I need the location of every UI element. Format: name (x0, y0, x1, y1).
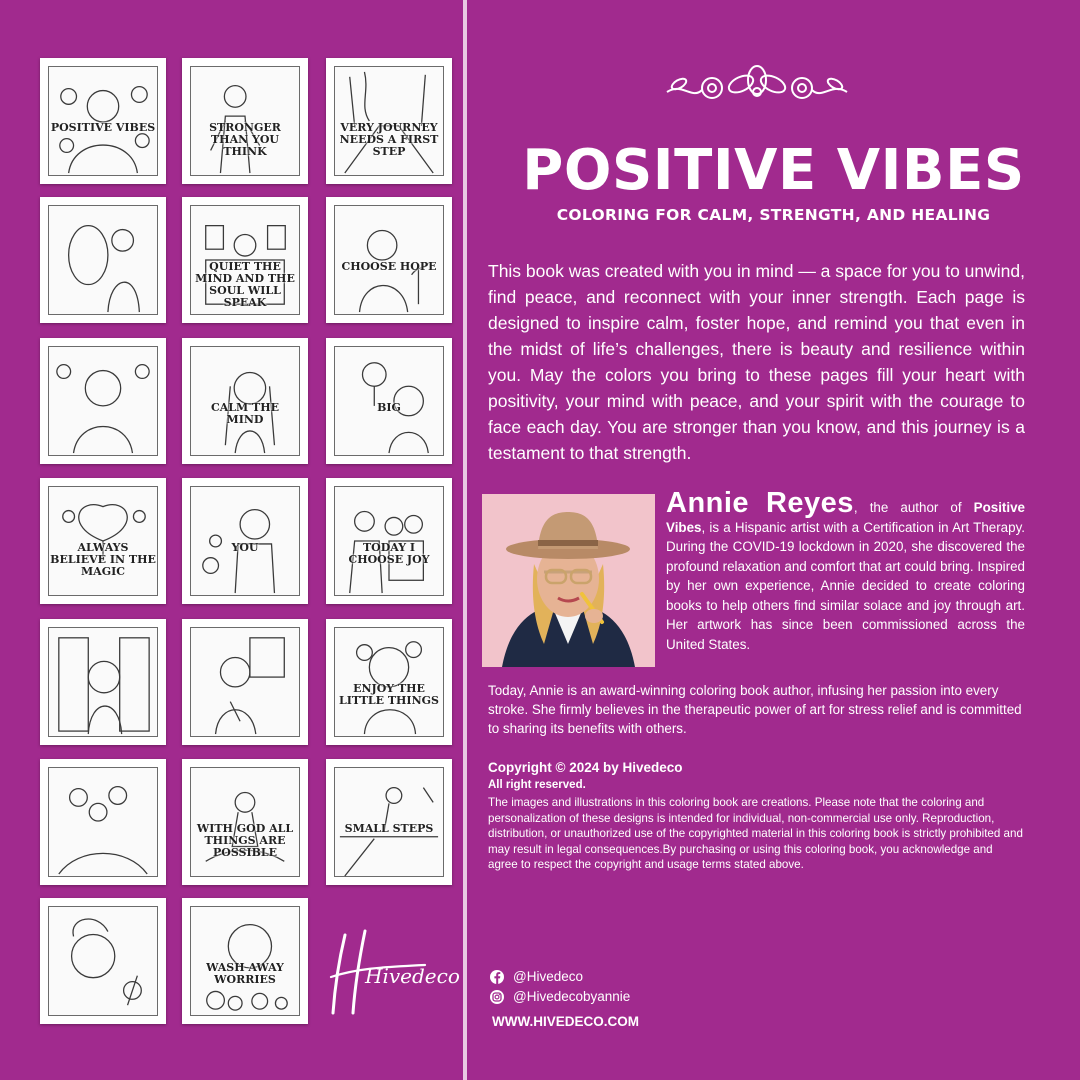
thumbnail-phrase: WASH AWAY WORRIES (206, 961, 284, 986)
coloring-page-thumbnail (40, 197, 166, 323)
coloring-page-thumbnail (40, 58, 166, 184)
thumbnail-phrase: CHOOSE HOPE (341, 260, 437, 273)
coloring-page-thumbnail (326, 478, 452, 604)
coloring-page-thumbnail (182, 898, 308, 1024)
thumbnail-phrase: POSITIVE VIBES (50, 121, 156, 134)
facebook-handle: @Hivedeco (513, 969, 583, 984)
coloring-page-thumbnail (326, 197, 452, 323)
children-playing-illustration (48, 767, 158, 877)
legal-notice: The images and illustrations in this coloring book are creations. Please note that the coloring and personalization of these designs is intended for individual, non-commercial use only. Reproduction, distribution, or unauthorized use of the copyrighted material in this coloring book is strictly prohibited and may result in legal consequences.By purchasing or using this coloring book, you acknowledge and agree to respect the copyright and usage terms stated above. (488, 796, 1023, 871)
facebook-link[interactable] (490, 969, 583, 984)
thumbnail-grid (0, 0, 463, 1080)
coloring-page-thumbnail (40, 619, 166, 745)
rights-reserved: All right reserved. (488, 779, 586, 791)
coloring-page-thumbnail (326, 58, 452, 184)
coloring-page-thumbnail (182, 338, 308, 464)
singing-woman-illustration (48, 906, 158, 1016)
floral-ornament-icon (657, 62, 857, 106)
woman-portrait-floral-illustration (48, 346, 158, 456)
coloring-page-thumbnail (182, 619, 308, 745)
author-photo (482, 494, 655, 667)
instagram-link[interactable] (490, 989, 630, 1004)
book-subtitle: COLORING FOR CALM, STRENGTH, AND HEALING (556, 206, 991, 224)
thumbnail-phrase: ALWAYS BELIEVE IN THE MAGIC (50, 541, 156, 578)
coloring-page-thumbnail (182, 58, 308, 184)
thumbnail-phrase: TODAY I CHOOSE JOY (348, 541, 430, 566)
coloring-page-thumbnail (182, 759, 308, 885)
website-link[interactable]: WWW.HIVEDECO.COM (492, 1014, 639, 1029)
coloring-page-thumbnail (40, 478, 166, 604)
thumbnail-phrase: ENJOY THE LITTLE THINGS (339, 682, 439, 707)
coloring-page-thumbnail (182, 197, 308, 323)
thumbnail-phrase: SMALL STEPS (344, 822, 434, 835)
coloring-page-thumbnail (40, 898, 166, 1024)
copyright-heading: Copyright © 2024 by Hivedeco (488, 760, 683, 775)
author-name: Annie Reyes (666, 487, 854, 519)
author-bio-continued: Today, Annie is an award-winning coloring book author, infusing her passion into every stroke. She firmly believes in the therapeutic power of art for stress relief and is committed to sharing its benefits with others. (488, 683, 1022, 736)
thumbnail-phrase: VERY JOURNEY NEEDS A FIRST STEP (339, 121, 439, 158)
brand-logo-text: Hivedeco (365, 964, 460, 988)
hivedeco-logo (325, 925, 460, 1020)
coloring-page-thumbnail (326, 619, 452, 745)
thumbnail-phrase: STRONGER THAN YOU THINK (209, 121, 281, 158)
instagram-handle: @Hivedecobyannie (513, 989, 631, 1004)
coloring-page-thumbnail (40, 338, 166, 464)
thumbnail-phrase: BIG (377, 401, 401, 414)
thumbnail-phrase: QUIET THE MIND AND THE SOUL WILL SPEAK (195, 260, 295, 309)
praying-woman-illustration (190, 627, 300, 737)
coloring-page-thumbnail (326, 759, 452, 885)
woman-by-window-illustration (48, 627, 158, 737)
coloring-page-thumbnail (326, 338, 452, 464)
thumbnail-phrase: YOU (231, 541, 259, 554)
bio-part-2: , is a Hispanic artist with a Certification in Art Therapy. During the COVID-19 lockdown in 2020, she discovered the profound relaxation and comfort that art could bring. Inspired by her own experience, Annie decided to create coloring books to help others find similar solace and joy through art. Her artwork has since been commissioned across the United States. (666, 519, 1025, 652)
woman-with-mirror-illustration (48, 205, 158, 315)
intro-paragraph: This book was created with you in mind — a space for you to unwind, find peace, and reconnect with your inner strength. Each page is designed to inspire calm, foster hope, and remind you that even in the midst of life’s challenges, there is beauty and resilience within you. May the colors you bring to these pages fill your heart with positivity, your mind with peace, and your spirit with the courage to face each day. You are stronger than you know, and this journey is a testament to that strength. (488, 261, 1025, 463)
facebook-icon (490, 970, 504, 984)
author-bio (666, 487, 1025, 654)
coloring-page-thumbnail (182, 478, 308, 604)
bio-part-1: , the author of (853, 500, 974, 515)
book-title: POSITIVE VIBES (522, 138, 1025, 203)
instagram-icon (490, 990, 504, 1004)
thumbnail-phrase: WITH GOD ALL THINGS ARE POSSIBLE (196, 822, 294, 859)
thumbnail-phrase: CALM THE MIND (211, 401, 279, 426)
coloring-page-thumbnail (40, 759, 166, 885)
bio-book-title: Positive Vibes (666, 500, 1025, 535)
